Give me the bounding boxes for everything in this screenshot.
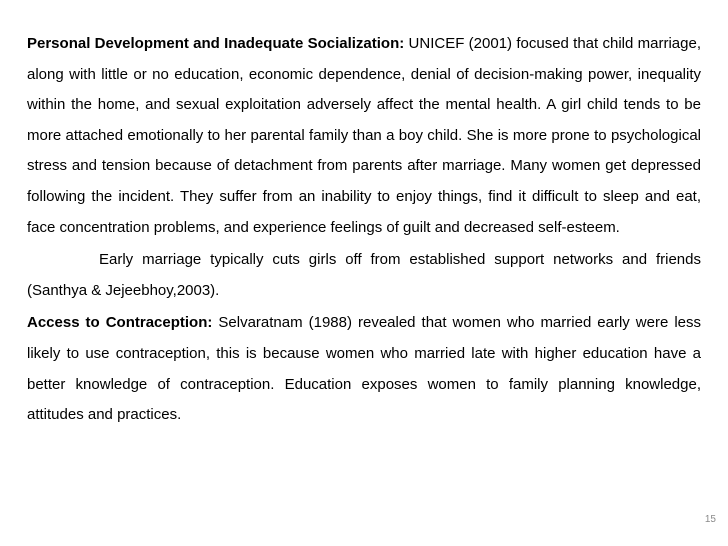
- page-number: 15: [704, 514, 716, 525]
- paragraph-text-access-to-contraception: Selvaratnam (1988) revealed that women who married early were less likely to use contraception, this is because women who married late with higher education have a better knowledge of contraception. Education exposes women to family planning knowledge, attitudes and practices.: [27, 314, 702, 424]
- document-body: [27, 29, 701, 431]
- paragraph-personal-development: [27, 29, 701, 243]
- paragraph-access-to-contraception: [27, 308, 701, 430]
- paragraph-heading-personal-development: Personal Development and Inadequate Socialization:: [27, 35, 405, 52]
- paragraph-text-personal-development: UNICEF (2001) focused that child marriage, along with little or no education, economic dependence, denial of decision-making power, inequality within the home, and sexual exploitation adversely affect the mental health. A girl child tends to be more attached emotionally to her parental family than a boy child. She is more prone to psychological stress and tension because of detachment from parents after marriage. Many women get depressed following the incident. They suffer from an inability to enjoy things, find it difficult to sleep and eat, face concentration problems, and experience feelings of guilt and decreased self-esteem.: [27, 35, 701, 236]
- paragraph-text-early-marriage: Early marriage typically cuts girls off from established support networks and friends (Santhya & Jejeebhoy,2003).: [27, 251, 701, 299]
- paragraph-early-marriage: [27, 245, 701, 306]
- paragraph-heading-access-to-contraception: Access to Contraception:: [27, 314, 213, 332]
